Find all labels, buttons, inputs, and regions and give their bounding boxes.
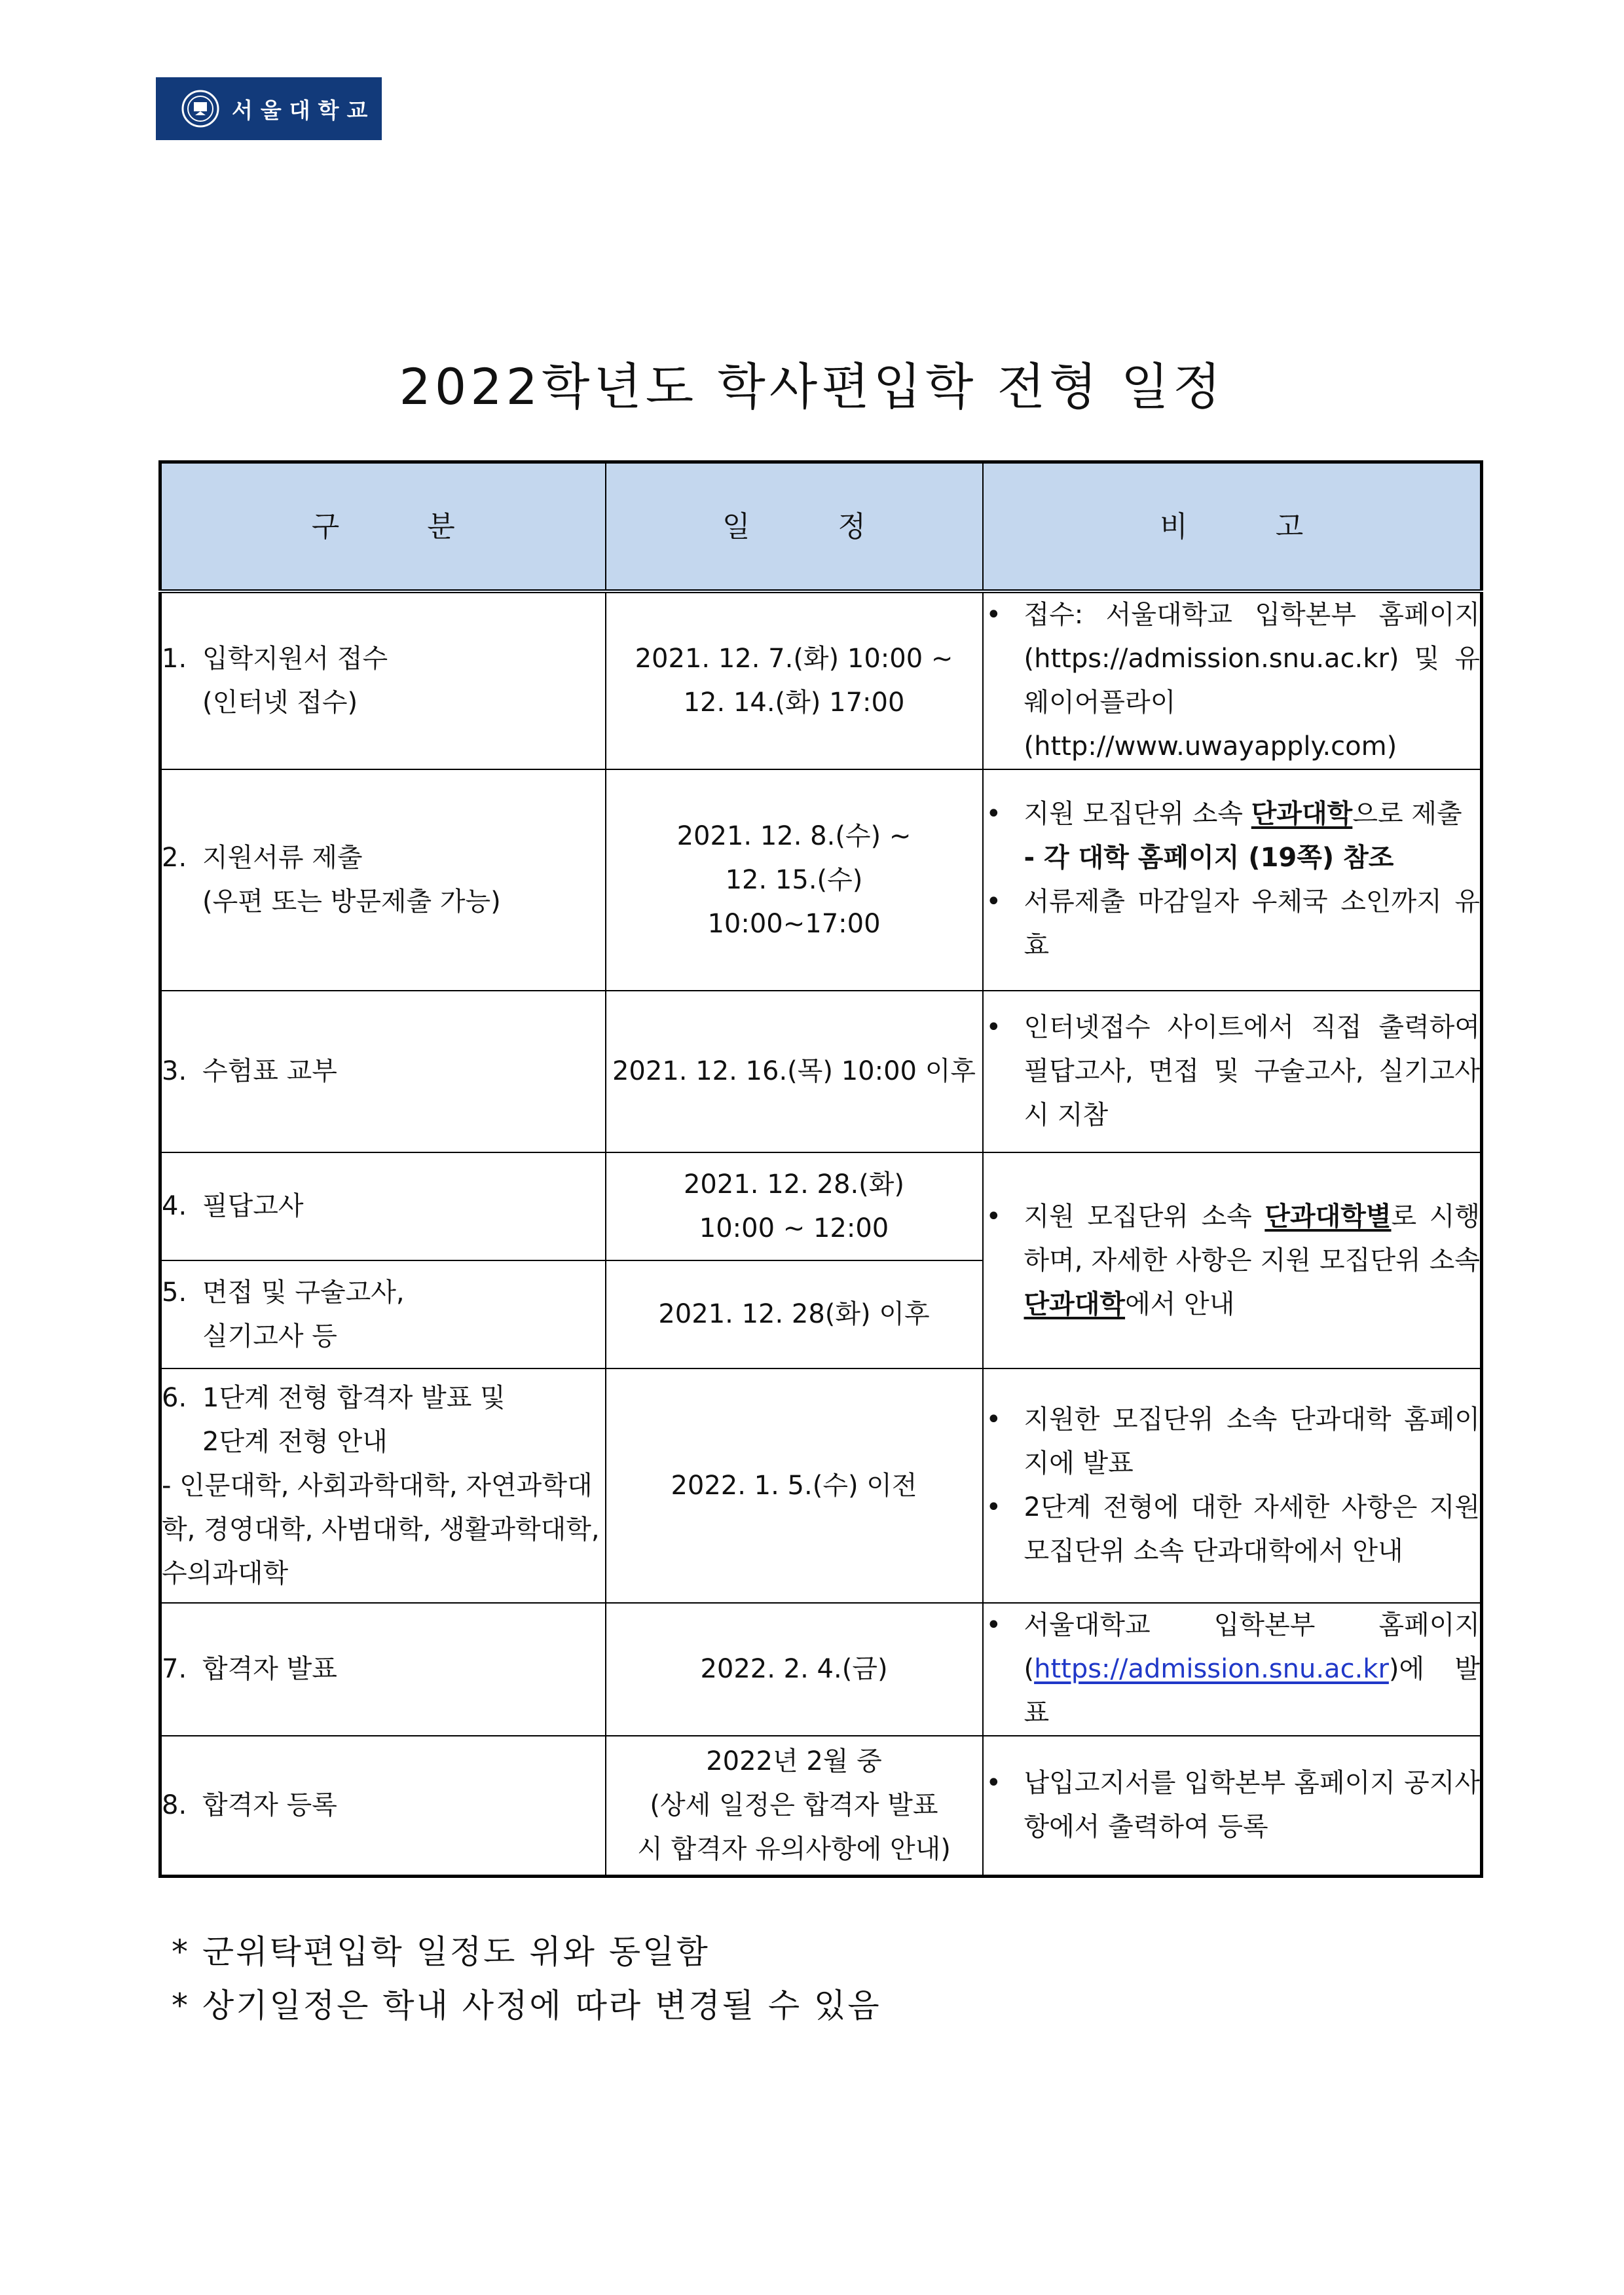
date-cell: 2021. 12. 28(화) 이후 [606, 1260, 983, 1368]
category-title: 필답고사 [202, 1191, 304, 1221]
category-cell: 4. 필답고사 [160, 1152, 606, 1260]
category-subtitle: 실기고사 등 [202, 1321, 337, 1351]
category-title: 면접 및 구술고사, [202, 1277, 405, 1308]
note-bullet: • 납입고지서를 입학본부 홈페이지 공지사항에서 출력하여 등록 [984, 1761, 1481, 1849]
logo-text: 서울대학교 [232, 97, 376, 123]
category-subtitle: (인터넷 접수) [202, 688, 358, 718]
category-title: 지원서류 제출 [202, 843, 363, 873]
table-header-row [160, 462, 1482, 592]
university-logo [156, 77, 382, 140]
footnote: * 상기일정은 학내 사정에 따라 변경될 수 있음 [172, 1987, 881, 2025]
note-cell [983, 1736, 1482, 1876]
category-title: 입학지원서 접수 [202, 644, 388, 674]
table-row [160, 991, 1482, 1152]
category-cell: 1. 입학지원서 접수 (인터넷 접수) [160, 591, 606, 769]
table-row [160, 769, 1482, 991]
note-bullet: • 지원한 모집단위 소속 단과대학 홈페이지에 발표 [984, 1398, 1481, 1486]
note-bullet: • 접수: 서울대학교 입학본부 홈페이지 (https://admission.snu.ac.kr) 및 유웨이어플라이 (http://www.uwayapply.com) [984, 593, 1481, 769]
date-cell: 2021. 12. 16.(목) 10:00 이후 [606, 991, 983, 1152]
date-cell: 2021. 12. 8.(수) ~ 12. 15.(수) 10:00~17:00 [606, 769, 983, 991]
table-row [160, 1368, 1482, 1603]
date-cell: 2022. 2. 4.(금) [606, 1603, 983, 1736]
table-row [160, 1603, 1482, 1736]
header-schedule: 일 정 [606, 462, 983, 592]
note-cell [983, 991, 1482, 1152]
note-bullet: • 서울대학교 입학본부 홈페이지 (https://admission.snu.ac.kr)에 발표 [984, 1604, 1481, 1735]
schedule-table [158, 460, 1483, 1878]
category-cell: 6. 1단계 전형 합격자 발표 및 2단계 전형 안내 - 인문대학, 사회과학대학, 자연과학대학, 경영대학, 사범대학, 생활과학대학, 수의과대학 [160, 1368, 606, 1603]
note-cell [983, 1603, 1482, 1736]
category-title: 합격자 등록 [202, 1790, 337, 1820]
category-title: 합격자 발표 [202, 1654, 337, 1684]
note-bullet: • 2단계 전형에 대한 자세한 사항은 지원 모집단위 소속 단과대학에서 안내 [984, 1486, 1481, 1573]
category-title: 수험표 교부 [202, 1056, 337, 1086]
snu-emblem-icon [181, 89, 220, 128]
note-cell [983, 1368, 1482, 1603]
admission-link[interactable]: https://admission.snu.ac.kr [1034, 1654, 1389, 1684]
note-bullet: • 서류제출 마감일자 우체국 소인까지 유효 [984, 880, 1481, 968]
footnotes [172, 1925, 881, 2032]
page-title: 2022학년도 학사편입학 전형 일정 [399, 358, 1225, 416]
table-row [160, 1736, 1482, 1876]
note-cell [983, 591, 1482, 769]
note-cell [983, 1152, 1482, 1368]
date-cell: 2021. 12. 28.(화) 10:00 ~ 12:00 [606, 1152, 983, 1260]
category-cell: 5. 면접 및 구술고사, 실기고사 등 [160, 1260, 606, 1368]
category-subtitle: (우편 또는 방문제출 가능) [202, 887, 501, 917]
note-cell [983, 769, 1482, 991]
note-bullet: • 지원 모집단위 소속 단과대학별로 시행하며, 자세한 사항은 지원 모집단위 소속 단과대학에서 안내 [984, 1195, 1481, 1327]
category-title: 1단계 전형 합격자 발표 및 [202, 1382, 506, 1413]
footnote: * 군위탁편입학 일정도 위와 동일함 [172, 1933, 710, 1971]
date-cell: 2022년 2월 중 (상세 일정은 합격자 발표 시 합격자 유의사항에 안내) [606, 1736, 983, 1876]
category-subtitle: 2단계 전형 안내 [202, 1426, 388, 1457]
table-row [160, 591, 1482, 769]
header-category: 구 분 [160, 462, 606, 592]
note-bullet: • 인터넷접수 사이트에서 직접 출력하여 필답고사, 면접 및 구술고사, 실기고사 시 지참 [984, 1006, 1481, 1137]
category-cell: 3. 수험표 교부 [160, 991, 606, 1152]
note-sub: - 각 대학 홈페이지 (19쪽) 참조 [1024, 843, 1394, 873]
category-cell: 8. 합격자 등록 [160, 1736, 606, 1876]
category-colleges: - 인문대학, 사회과학대학, 자연과학대학, 경영대학, 사범대학, 생활과학대학, 수의과대학 [162, 1470, 600, 1588]
table-row [160, 1152, 1482, 1260]
category-cell: 7. 합격자 발표 [160, 1603, 606, 1736]
header-remarks: 비 고 [983, 462, 1482, 592]
category-cell: 2. 지원서류 제출 (우편 또는 방문제출 가능) [160, 769, 606, 991]
date-cell: 2022. 1. 5.(수) 이전 [606, 1368, 983, 1603]
note-bullet: • 지원 모집단위 소속 단과대학으로 제출 [984, 792, 1481, 836]
date-cell: 2021. 12. 7.(화) 10:00 ~ 12. 14.(화) 17:00 [606, 591, 983, 769]
